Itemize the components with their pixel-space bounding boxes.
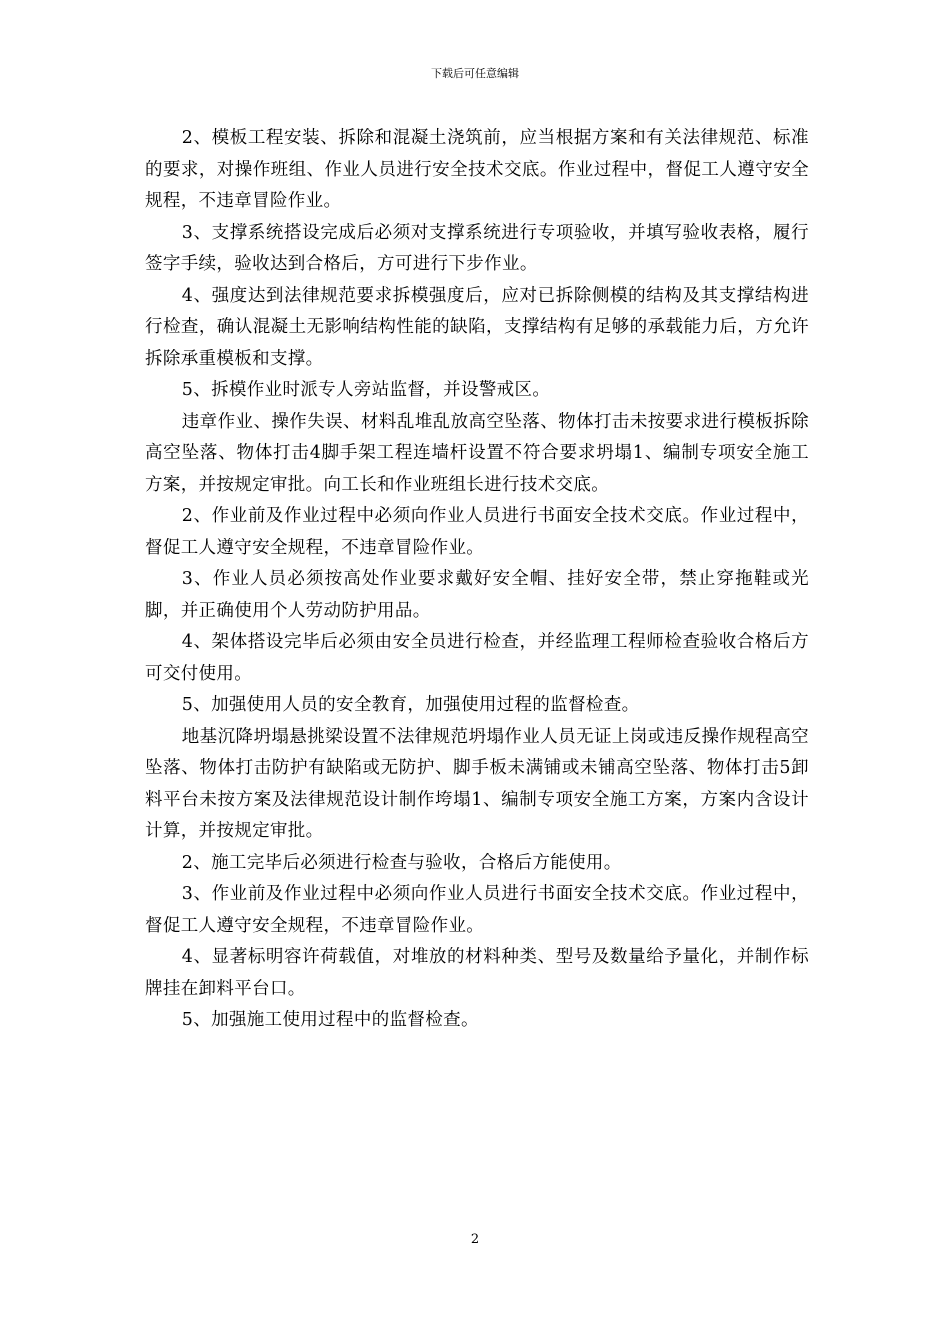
paragraph: 4、架体搭设完毕后必须由安全员进行检查，并经监理工程师检查验收合格后方可交付使用。 xyxy=(145,632,809,684)
paragraph: 5、加强使用人员的安全教育，加强使用过程的监督检查。 xyxy=(181,695,640,715)
paragraph: 5、加强施工使用过程中的监督检查。 xyxy=(181,1010,479,1030)
paragraph: 2、施工完毕后必须进行检查与验收，合格后方能使用。 xyxy=(181,852,622,873)
paragraph: 4、强度达到法律规范要求拆模强度后，应对已拆除侧模的结构及其支撑结构进行检查，确认混凝土无影响结构性能的缺陷，支撑结构有足够的承载能力后，方允许拆除承重模板和支撑。 xyxy=(145,285,809,369)
paragraph: 2、作业前及作业过程中必须向作业人员进行书面安全技术交底。作业过程中，督促工人遵守安全规程，不违章冒险作业。 xyxy=(145,506,809,558)
paragraph: 地基沉降坍塌悬挑梁设置不法律规范坍塌作业人员无证上岗或违反操作规程高空坠落、物体打击防护有缺陷或无防护、脚手板未满铺或未铺高空坠落、物体打击5卸料平台未按方案及法律规范设计制作垮塌1、编制专项安全施工方案，方案内含设计计算，并按规定审批。 xyxy=(145,726,809,841)
paragraph: 5、拆模作业时派专人旁站监督，并设警戒区。 xyxy=(181,380,551,400)
paragraph: 3、作业前及作业过程中必须向作业人员进行书面安全技术交底。作业过程中，督促工人遵守安全规程，不违章冒险作业。 xyxy=(145,884,809,936)
paragraph: 违章作业、操作失误、材料乱堆乱放高空坠落、物体打击未按要求进行模板拆除高空坠落、物体打击4脚手架工程连墙杆设置不符合要求坍塌1、编制专项安全施工方案，并按规定审批。向工长和作业班组长进行技术交底。 xyxy=(145,411,809,495)
document-body xyxy=(145,123,809,1037)
page-number: 2 xyxy=(470,1232,480,1247)
page-header: 下载后可任意编辑 xyxy=(431,67,519,80)
paragraph: 4、显著标明容许荷载值，对堆放的材料种类、型号及数量给予量化，并制作标牌挂在卸料平台口。 xyxy=(145,947,809,999)
paragraph: 2、模板工程安装、拆除和混凝土浇筑前，应当根据方案和有关法律规范、标准的要求，对操作班组、作业人员进行安全技术交底。作业过程中，督促工人遵守安全规程，不违章冒险作业。 xyxy=(145,128,809,211)
paragraph: 3、作业人员必须按高处作业要求戴好安全帽、挂好安全带，禁止穿拖鞋或光脚，并正确使用个人劳动防护用品。 xyxy=(145,569,809,621)
paragraph: 3、支撑系统搭设完成后必须对支撑系统进行专项验收，并填写验收表格，履行签字手续，验收达到合格后，方可进行下步作业。 xyxy=(145,222,809,274)
